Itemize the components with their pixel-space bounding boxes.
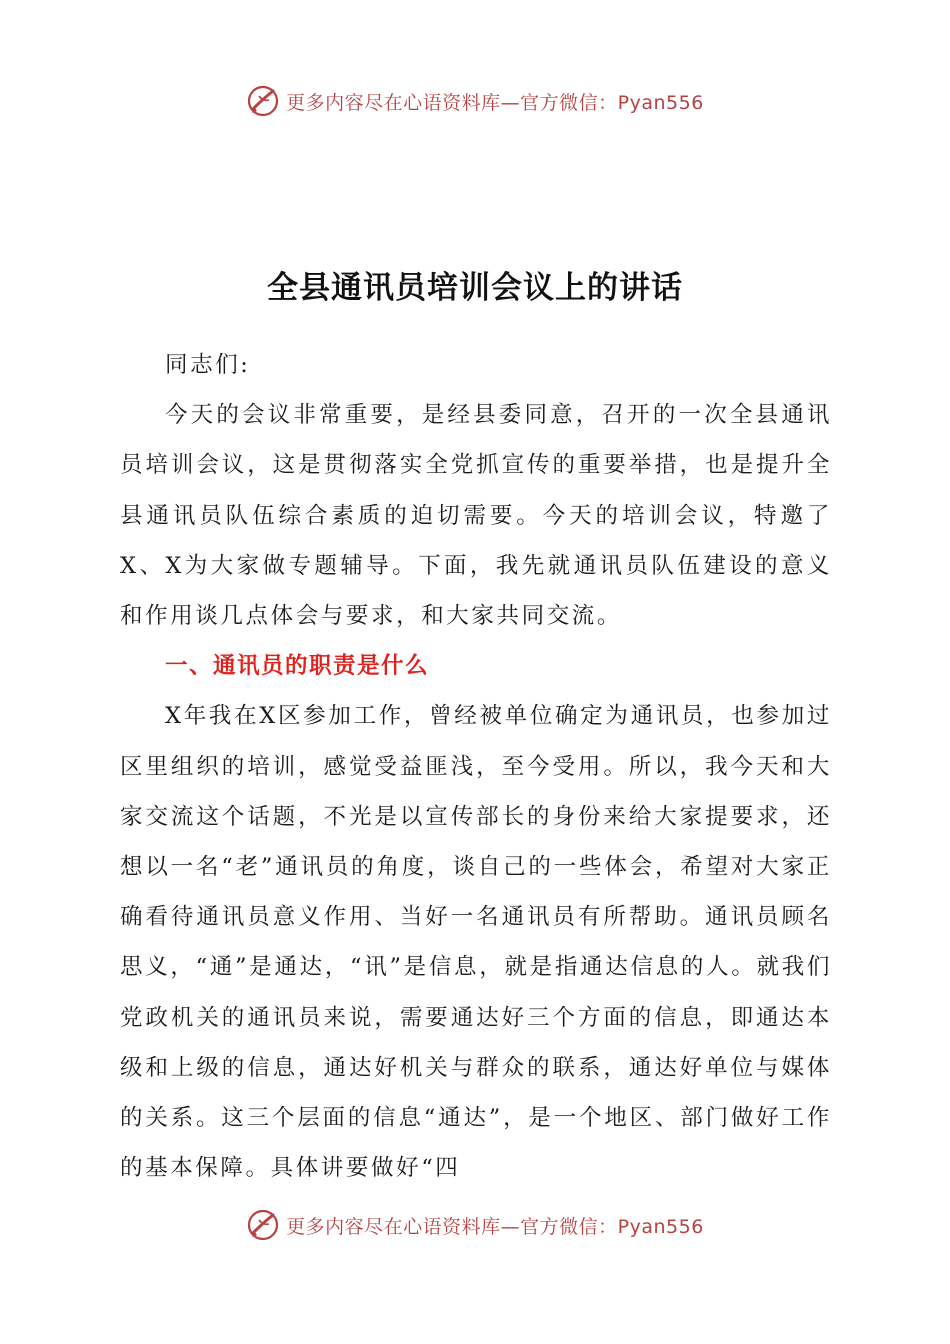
section-paragraph: X年我在X区参加工作，曾经被单位确定为通讯员，也参加过区里组织的培训，感觉受益匪浅，至今受用。所以，我今天和大家交流这个话题，不光是以宣传部长的身份来给大家提要求，还想以一名“老”通讯员的角度，谈自己的一些体会，希望对大家正确看待通讯员意义作用、当好一名通讯员有所帮助。通讯员顾名思义，“通”是通达，“讯”是信息，就是指通达信息的人。就我们党政机关的通讯员来说，需要通达好三个方面的信息，即通达本级和上级的信息，通达好机关与群众的联系，通达好单位与媒体的关系。这三个层面的信息“通达”，是一个地区、部门做好工作的基本保障。具体讲要做好“四 [120,703,832,1182]
document-title: 全县通讯员培训会议上的讲话 [267,270,683,306]
watermark-footer [0,1208,950,1242]
pen-logo-icon [246,1208,280,1242]
intro-paragraph: 今天的会议非常重要，是经县委同意，召开的一次全县通讯员培训会议，这是贯彻落实全党抓宣传的重要举措，也是提升全县通讯员队伍综合素质的迫切需要。今天的培训会议，特邀了X、X为大家做专题辅导。下面，我先就通讯员队伍建设的意义和作用谈几点体会与要求，和大家共同交流。 [120,402,832,630]
salutation: 同志们: [165,352,251,378]
watermark-text: 更多内容尽在心语资料库—官方微信：Pyan556 [286,91,704,114]
watermark-text: 更多内容尽在心语资料库—官方微信：Pyan556 [286,1215,704,1238]
section-heading: 一、通讯员的职责是什么 [165,653,430,680]
pen-logo-icon [246,84,280,118]
watermark-header [0,84,950,118]
document-body [120,340,832,1193]
